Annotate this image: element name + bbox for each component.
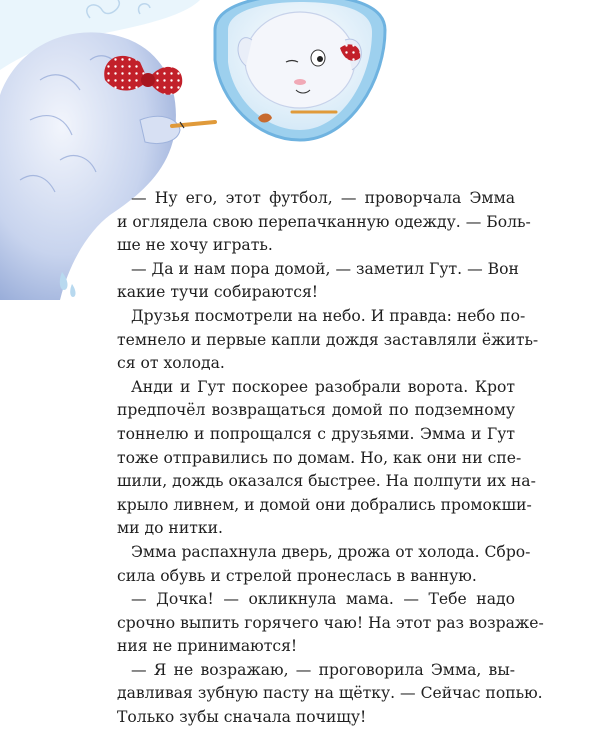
text-line: — Да и нам пора домой, — заметил Гут. — Вон <box>131 259 519 278</box>
text-line: темнело и первые капли дождя заставляли ёжить- <box>117 330 539 349</box>
text-line: и оглядела свою перепачканную одежду. — Боль- <box>117 212 531 231</box>
text-line: тоже отправились по домам. Но, как они ни спе- <box>117 448 522 467</box>
text-line: ся от холода. <box>117 354 225 373</box>
text-line: Эмма распахнула дверь, дрожа от холода. Сбро- <box>131 542 531 561</box>
text-line: Анди и Гут поскорее разобрали ворота. Крот <box>131 377 515 396</box>
text-line: давливая зубную пасту на щётку. — Сейчас попью. <box>117 684 543 703</box>
text-line: — Дочка! — окликнула мама. — Тебе надо <box>131 590 515 609</box>
sheep-arm <box>140 116 180 143</box>
text-line: Только зубы сначала почищу! <box>117 708 367 727</box>
text-line: ше не хочу играть. <box>117 236 273 255</box>
text-line: Друзья посмотрели на небо. И правда: небо по- <box>131 306 526 325</box>
text-line: тоннелю и попрощался с друзьями. Эмма и Гут <box>117 424 515 443</box>
text-line: сила обувь и стрелой пронеслась в ванную. <box>117 566 477 585</box>
text-line: — Я не возражаю, — проговорила Эмма, вы- <box>131 660 515 679</box>
text-line: предпочёл возвращаться домой по подземному <box>117 401 515 420</box>
text-line: — Ну его, этот футбол, — проворчала Эмма <box>131 189 515 207</box>
text-line: шили, дождь оказался быстрее. На полпути их на- <box>117 472 536 491</box>
text-line: срочно выпить горячего чаю! На этот раз возраже- <box>117 613 544 632</box>
toothbrush-icon <box>172 122 215 126</box>
text-line: какие тучи собираются! <box>117 283 319 302</box>
text-line: крыло ливнем, и домой они добрались промокши- <box>117 495 532 514</box>
text-line: ми до нитки. <box>117 519 223 538</box>
text-line: ния не принимаются! <box>117 637 298 656</box>
story-text <box>117 187 544 730</box>
